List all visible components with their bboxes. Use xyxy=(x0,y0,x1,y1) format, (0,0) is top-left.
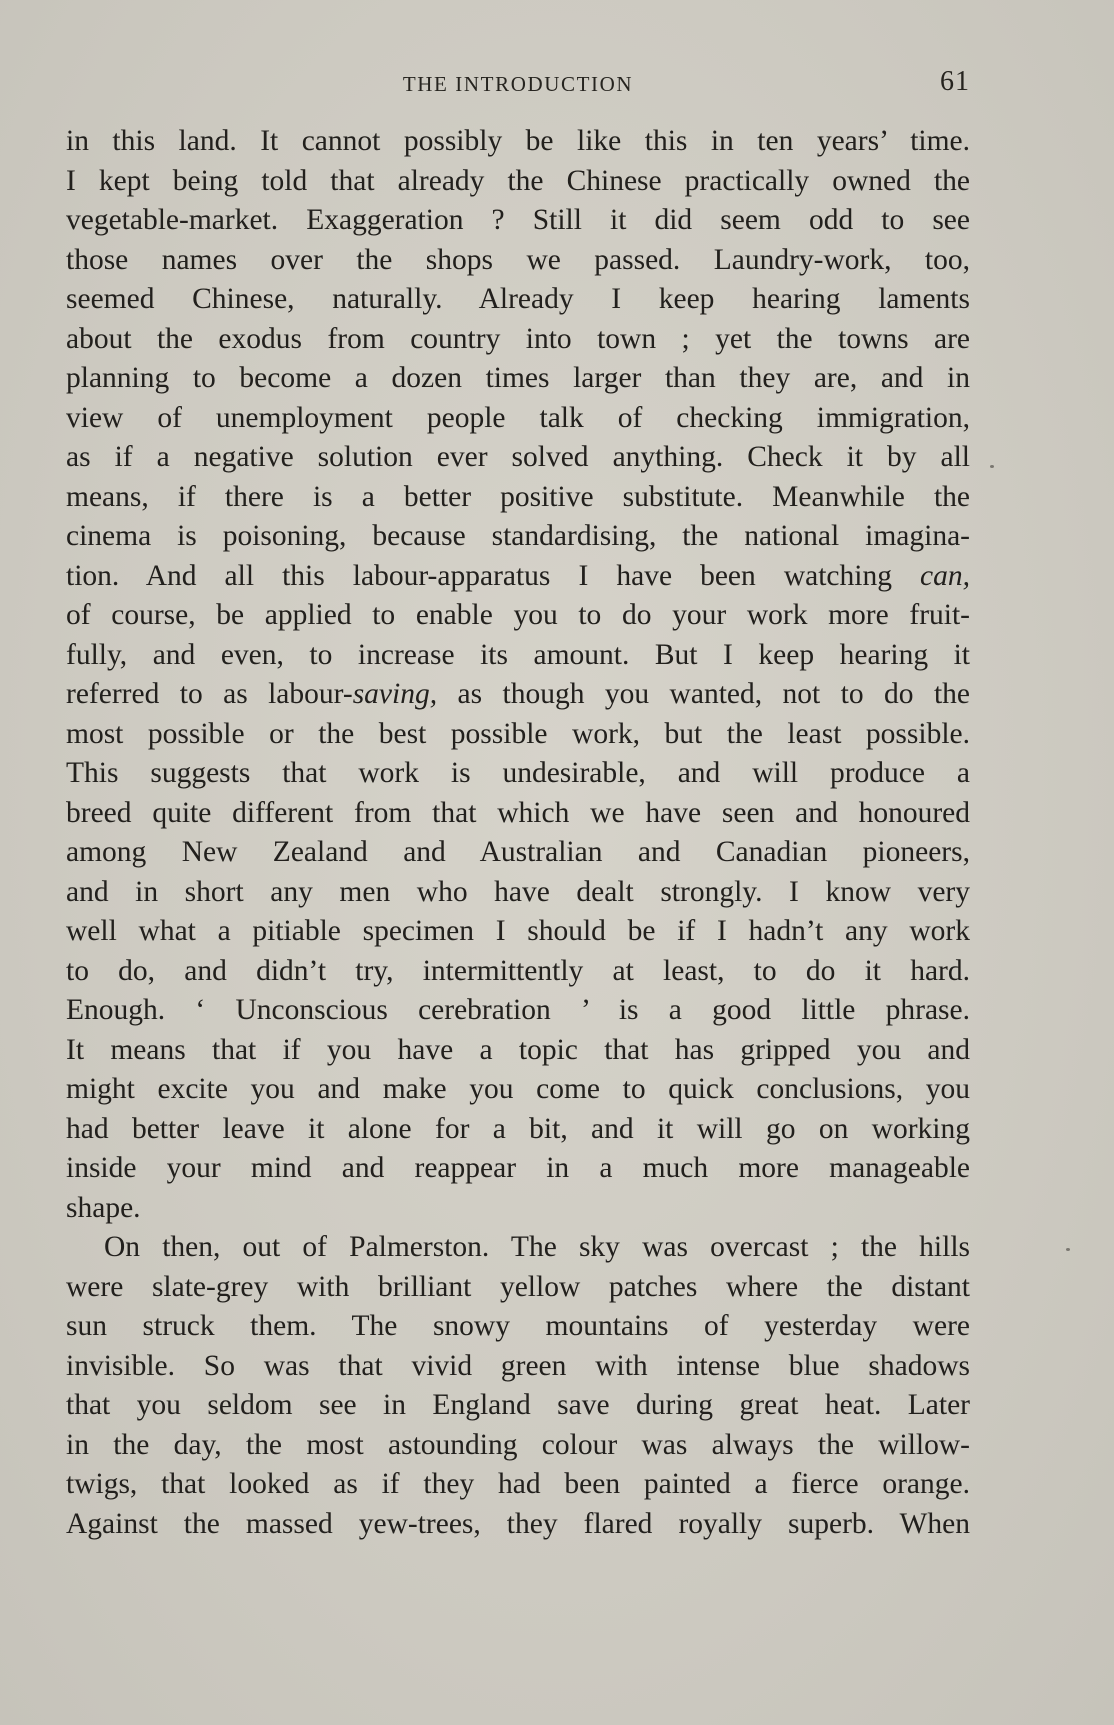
italic-word: can, xyxy=(920,559,970,592)
text-line: and in short any men who have dealt strongly. I know very xyxy=(66,875,970,908)
body-text xyxy=(66,122,970,1544)
text-line: inside your mind and reappear in a much more manageable xyxy=(66,1152,970,1184)
text-line-with-italic xyxy=(66,675,970,715)
text-line: to do, and didn’t try, intermittently at least, to do it hard. xyxy=(66,954,970,987)
running-head xyxy=(66,66,970,106)
text-line: sun struck them. The snowy mountains of yesterday were xyxy=(66,1310,970,1342)
text-line: fully, and even, to increase its amount. But I keep hearing it xyxy=(66,638,970,671)
text-line: twigs, that looked as if they had been painted a fierce orange. xyxy=(66,1468,970,1500)
text-line: seemed Chinese, naturally. Already I keep hearing laments xyxy=(66,283,970,315)
text-line: view of unemployment people talk of checking immigration, xyxy=(66,401,970,434)
text-line: about the exodus from country into town ; yet the towns are xyxy=(66,322,970,355)
text-line: in the day, the most astounding colour was always the willow- xyxy=(66,1428,970,1461)
paper-speck xyxy=(990,465,994,468)
text-line: shape. xyxy=(66,1191,141,1224)
text-line: breed quite different from that which we have seen and honoured xyxy=(66,796,970,829)
text-line: had better leave it alone for a bit, and it will go on working xyxy=(66,1112,970,1145)
text-line: invisible. So was that vivid green with intense blue shadows xyxy=(66,1349,970,1382)
paragraph-start-line: On then, out of Palmerston. The sky was overcast ; the hills xyxy=(104,1231,970,1263)
text-line: It means that if you have a topic that has gripped you and xyxy=(66,1033,970,1066)
text-line: of course, be applied to enable you to do your work more fruit- xyxy=(66,599,970,631)
text-line: vegetable-market. Exaggeration ? Still it did seem odd to see xyxy=(66,204,970,236)
text-line: I kept being told that already the Chinese practically owned the xyxy=(66,164,970,197)
text-line: This suggests that work is undesirable, and will produce a xyxy=(66,757,970,789)
paper-speck xyxy=(1066,1248,1070,1251)
text-line: that you seldom see in England save during great heat. Later xyxy=(66,1389,970,1421)
text-line: most possible or the best possible work, but the least possible. xyxy=(66,717,970,750)
text-line: cinema is poisoning, because standardising, the national imagina- xyxy=(66,520,970,552)
text-line: those names over the shops we passed. Laundry-work, too, xyxy=(66,243,970,276)
text-line: Against the massed yew-trees, they flared royally superb. When xyxy=(66,1507,970,1540)
page-number: 61 xyxy=(940,66,970,97)
text-line: were slate-grey with brilliant yellow patches where the distant xyxy=(66,1270,970,1303)
text-line: Enough. ‘ Unconscious cerebration ’ is a good little phrase. xyxy=(66,994,970,1026)
text-line: planning to become a dozen times larger than they are, and in xyxy=(66,362,970,394)
text-line: well what a pitiable specimen I should be if I hadn’t any work xyxy=(66,915,970,947)
text-segment: tion. And all this labour-apparatus I have been watching xyxy=(66,559,921,592)
text-line: might excite you and make you come to quick conclusions, you xyxy=(66,1073,970,1105)
running-title: THE INTRODUCTION xyxy=(402,72,634,96)
italic-word: saving, xyxy=(352,678,438,710)
text-line: as if a negative solution ever solved anything. Check it by all xyxy=(66,441,970,473)
text-segment: referred to as labour- xyxy=(66,678,353,710)
text-line: in this land. It cannot possibly be like this in ten years’ time. xyxy=(66,125,970,157)
text-line: among New Zealand and Australian and Canadian pioneers, xyxy=(66,836,970,868)
text-segment: as though you wanted, not to do the xyxy=(437,678,970,710)
text-line-with-italic xyxy=(66,557,970,597)
text-line: means, if there is a better positive substitute. Meanwhile the xyxy=(66,480,970,513)
